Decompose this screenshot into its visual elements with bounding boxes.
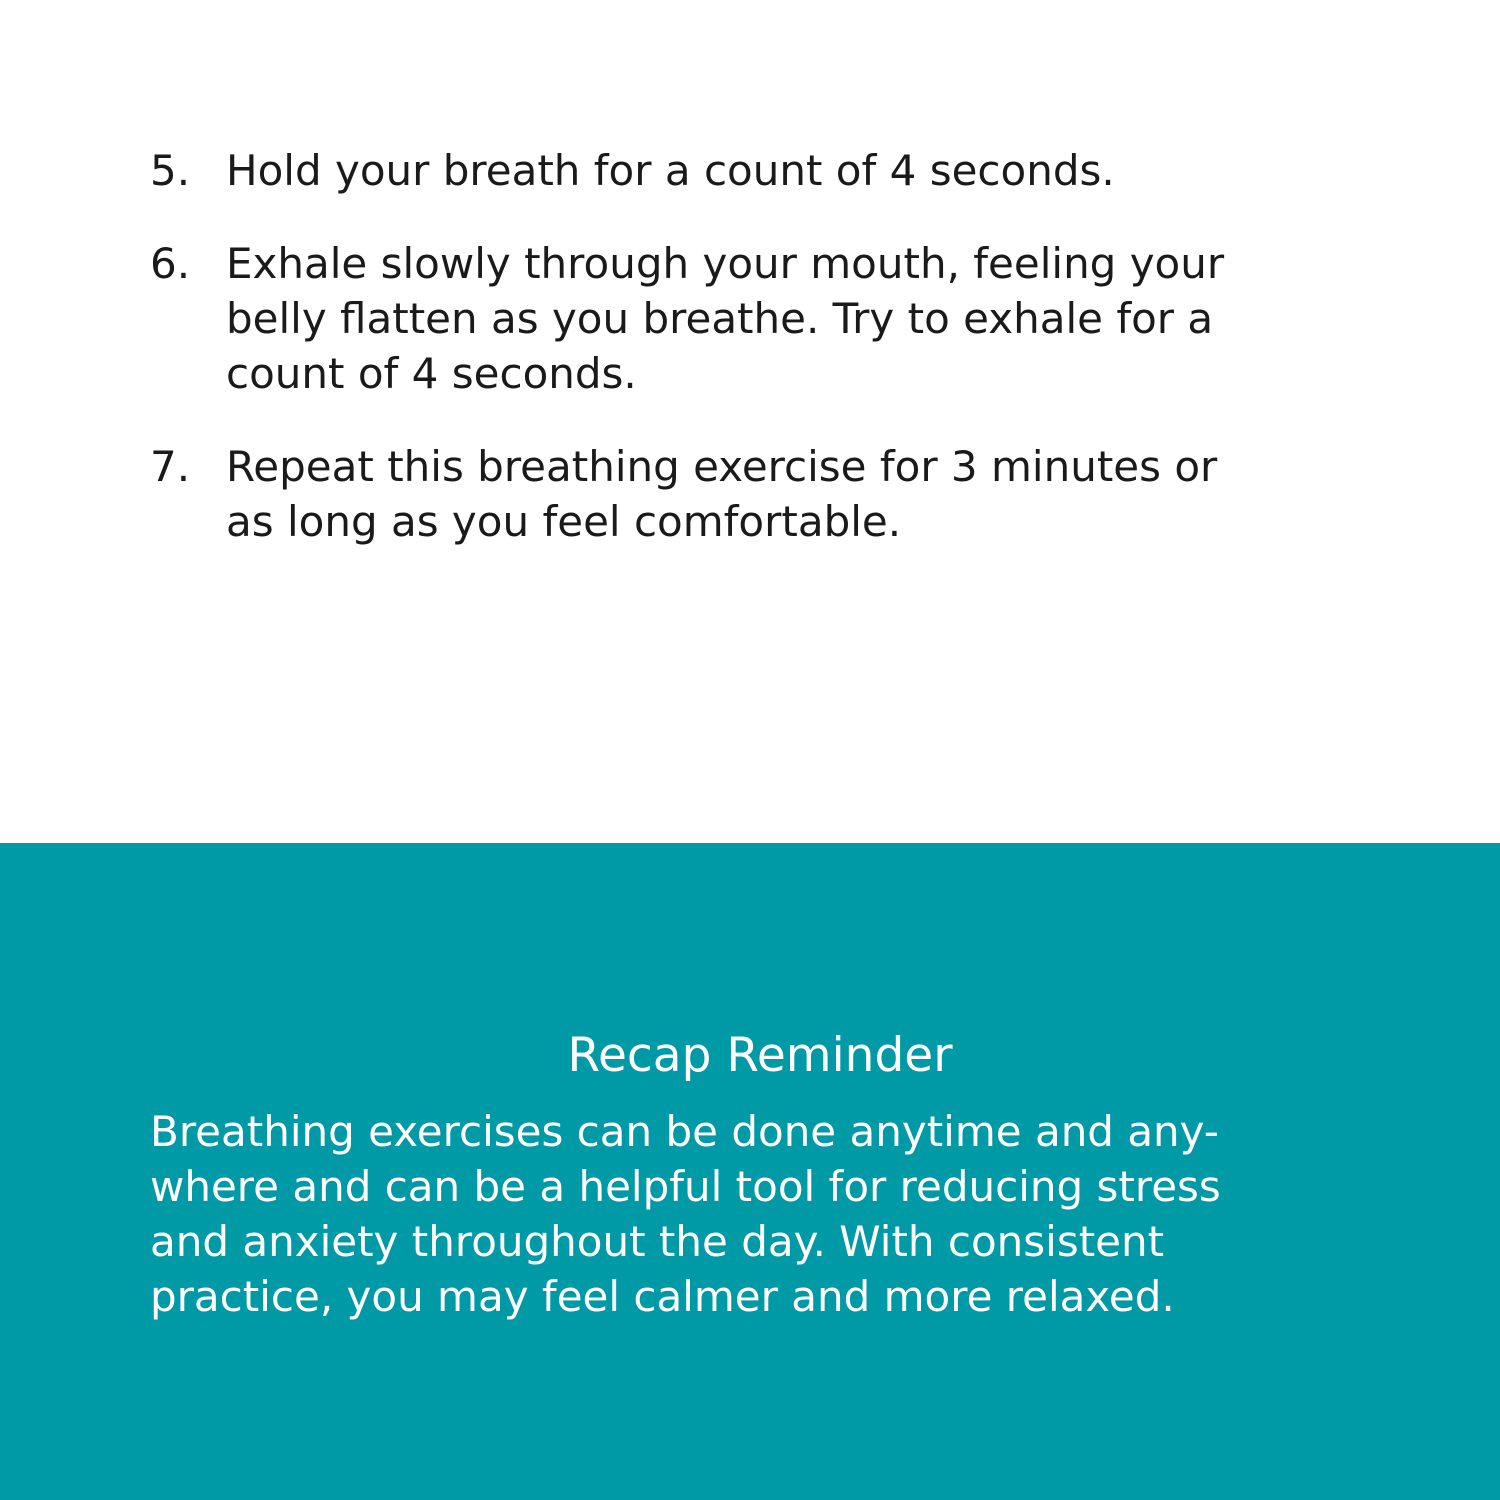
recap-body: Breathing exercises can be done anytime and any- where and can be a helpful tool for reducing stress and anxiety throughout the day. With consistent practice, you may feel calmer and more relaxed. — [150, 1107, 1221, 1321]
recap-panel — [0, 843, 1500, 1500]
list-item-step-5 — [150, 143, 1350, 198]
step-number: 7. — [150, 442, 191, 491]
step-number: 5. — [150, 146, 191, 195]
step-text: Repeat this breathing exercise for 3 minutes or as long as you feel comfortable. — [226, 442, 1218, 546]
step-text: Hold your breath for a count of 4 seconds. — [226, 146, 1115, 195]
steps-list — [150, 143, 1350, 587]
list-item-step-7 — [150, 439, 1350, 549]
recap-title: Recap Reminder — [567, 1028, 953, 1083]
step-text: Exhale slowly through your mouth, feeling your belly flatten as you breathe. Try to exhale for a count of 4 seconds. — [226, 239, 1225, 398]
list-item-step-6 — [150, 236, 1350, 401]
step-number: 6. — [150, 239, 191, 288]
